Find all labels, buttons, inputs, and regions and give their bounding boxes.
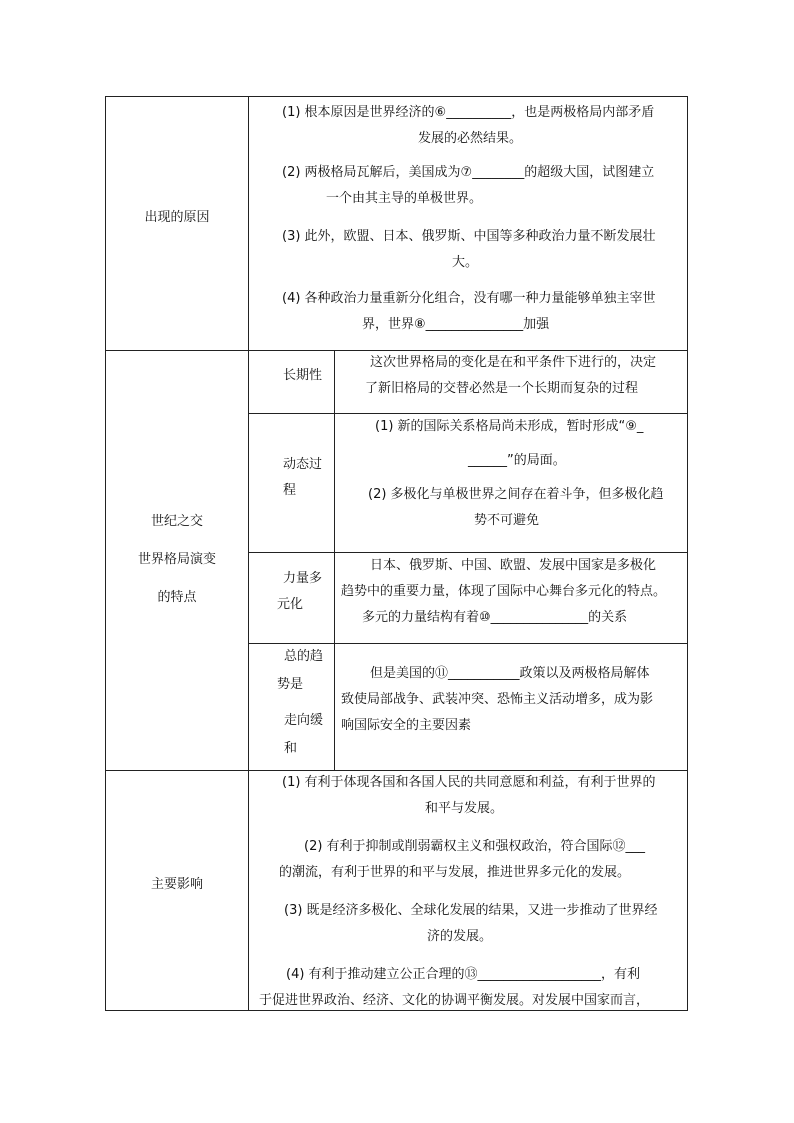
cause-item-4 [282,286,656,338]
content-line: 了新旧格局的交替必然是一个长期而复杂的过程 [365,381,639,396]
sublabel-line: 动态过 [283,457,323,472]
sublabel-line: 走向缓 [284,713,324,728]
content-line: 多元的力量结构有着⑩_______________的关系 [362,610,628,625]
sublabel-line: 元化 [277,597,304,612]
sublabel-overall-trend [277,643,323,763]
cause-item-2-line1: (2) 两极格局瓦解后，美国成为⑦________的超级大国，试图建立 [282,165,655,180]
sublabel-line: 势是 [277,677,304,692]
cause-item-3-line2: 大。 [452,255,479,270]
cause-item-4-line2: 界，世界⑧_______________加强 [362,317,550,332]
content-line: 但是美国的⑪___________政策以及两极格局解体 [370,666,650,681]
diversified-forces-content [340,553,666,631]
row-label-causes [106,205,248,231]
cause-item-1 [282,100,654,152]
content-line: 日本、俄罗斯、中国、欧盟、发展中国家是多极化 [370,558,657,573]
impact-line: 济的发展。 [427,929,493,944]
impact-line: 和平与发展。 [425,801,504,816]
cause-item-1-line2: 发展的必然结果。 [418,131,523,146]
cause-item-3-line1: (3) 此外，欧盟、日本、俄罗斯、中国等多种政治力量不断发展壮 [282,229,656,244]
impact-line: (3) 既是经济多极化、全球化发展的结果，又进一步推动了世界经 [284,903,658,918]
row-label-text: 主要影响 [150,877,203,892]
content-line: 势不可避免 [474,513,540,528]
content-line: 致使局部战争、武装冲突、恐怖主义活动增多，成为影 [341,692,654,707]
sublabel-line: 总的趋 [284,649,324,664]
sublabel-line: 长期性 [283,368,323,383]
content-line: 这次世界格局的变化是在和平条件下进行的，决定 [370,355,657,370]
dynamic-process-content [340,414,664,534]
sublabel-column-divider [334,350,335,770]
row-label-features [106,503,248,617]
row-label-text: 出现的原因 [144,210,210,225]
row-label-line: 世界格局演变 [137,552,216,567]
content-line: (2) 多极化与单极世界之间存在着斗争，但多极化趋 [368,487,664,502]
sublabel-dynamic-process [283,452,322,504]
impact-line: (4) 有利于推动建立公正合理的⑬___________________，有利 [286,967,641,982]
impact-line: (1) 有利于体现各国和各国人民的共同意愿和利益，有利于世界的 [282,775,656,790]
content-line: ______”的局面。 [468,453,566,468]
content-line: 响国际安全的主要因素 [341,718,472,733]
impact-content [249,770,658,1014]
row-label-impact [106,872,248,898]
sublabel-line: 力量多 [283,571,323,586]
sublabel-line: 程 [283,483,297,498]
table-top-border [105,96,688,97]
sublabel-line: 和 [284,741,298,756]
overall-trend-content [340,661,653,739]
content-line: (1) 新的国际关系格局尚未形成，暂时形成“⑨_ [375,419,644,434]
impact-line: 于促进世界政治、经济、文化的协调平衡发展。对发展中国家而言， [259,993,650,1008]
impact-line: 的潮流，有利于世界的和平与发展，推进世界多元化的发展。 [279,865,631,880]
sublabel-diversified-forces [277,566,322,618]
cause-item-1-line1: (1) 根本原因是世界经济的⑥__________，也是两极格局内部矛盾 [282,105,655,120]
cause-item-3 [282,224,656,276]
content-line: 趋势中的重要力量，体现了国际中心舞台多元化的特点。 [341,584,667,599]
sublabel-long-term [283,363,322,389]
cause-item-2-line2: 一个由其主导的单极世界。 [326,191,483,206]
impact-line: (2) 有利于抑制或削弱霸权主义和强权政治，符合国际⑫___ [304,839,646,854]
row-label-line: 的特点 [157,590,197,605]
cause-item-4-line1: (4) 各种政治力量重新分化组合，没有哪一种力量能够单独主宰世 [282,291,656,306]
row-label-line: 世纪之交 [150,514,203,529]
long-term-content [340,350,656,402]
cause-item-2 [282,160,654,212]
table-right-border [687,96,688,1011]
